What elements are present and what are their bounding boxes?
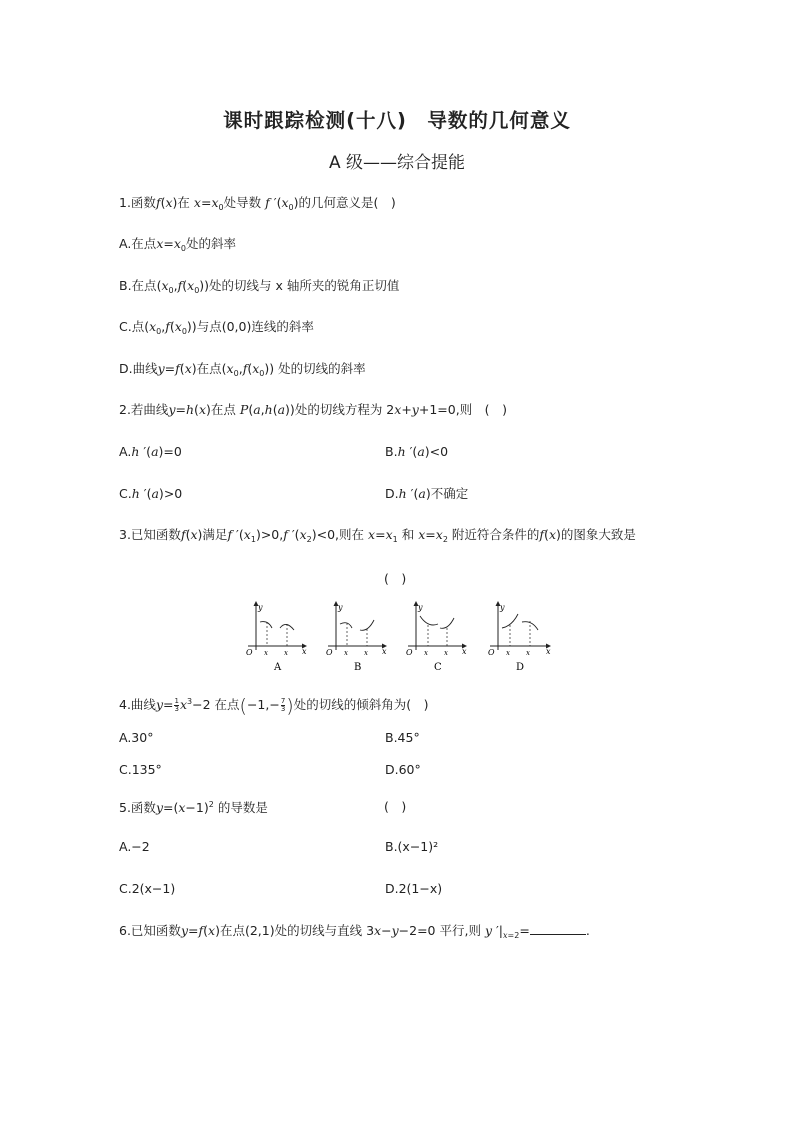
graph-b[interactable] [326, 602, 387, 673]
graph-d-axis-y: y [500, 603, 505, 612]
q4-option-a[interactable]: A.30° [119, 730, 154, 745]
q1-option-d[interactable]: D.曲线y=f(x)在点$(x_0,f(x_0))$ 处的切线的斜率 [119, 361, 366, 378]
q2-option-d[interactable]: D.h ′(a)不确定 [385, 486, 469, 501]
q1-option-a[interactable]: A.在点$x=x_0$处的斜率 [119, 236, 237, 253]
q5-option-b[interactable]: B.(x−1)² [385, 839, 439, 854]
svg-text:x: x [364, 649, 368, 657]
graph-d-axis-x: x [546, 647, 551, 656]
q5-answer-paren: ( ) [384, 799, 407, 814]
q1-option-c[interactable]: C.点$(x_0,f(x_0))$与点(0,0)连线的斜率 [119, 319, 314, 336]
q3-stem: 3.已知函数f(x)满足f $'(x_1)>0,f$ $'(x_2)<0$,则在 $x=x_1$ 和 $x=x_2$ 附近符合条件的f(x)的图象大致是 [119, 527, 636, 544]
graph-b-origin: O [326, 648, 333, 657]
svg-text:x: x [344, 649, 348, 657]
graph-a-axis-y: y [258, 603, 263, 612]
graph-b-label: B [354, 662, 362, 673]
graph-b-axis-x: x [382, 647, 387, 656]
svg-text:x: x [506, 649, 510, 657]
q3-answer-paren: ( ) [384, 571, 407, 586]
svg-text:x: x [526, 649, 530, 657]
svg-text:x: x [264, 649, 268, 657]
q6-answer-blank[interactable] [530, 923, 586, 935]
graph-c-label: C [434, 662, 442, 673]
graph-d-origin: O [488, 648, 495, 657]
q4-option-b[interactable]: B.45° [385, 730, 420, 745]
q6-stem: 6.已知函数y=f(x)在点(2,1)处的切线与直线 3x−y−2=0 平行,则 y $'|_{x=2}=$ . [119, 923, 590, 940]
svg-text:x: x [424, 649, 428, 657]
graph-c[interactable] [406, 602, 467, 673]
q5-option-d[interactable]: D.2(1−x) [385, 881, 443, 896]
q2-stem: 2.若曲线y=h(x)在点 P(a,h(a))处的切线方程为 2x+y+1=0,则 ( ) [119, 402, 507, 417]
graph-a-axis-x: x [302, 647, 307, 656]
q5-option-a[interactable]: A.−2 [119, 839, 150, 854]
graph-c-axis-x: x [462, 647, 467, 656]
q1-option-b[interactable]: B.在点$(x_0,f(x_0))$处的切线与 x 轴所夹的锐角正切值 [119, 278, 400, 295]
q2-option-a[interactable]: A.h ′(a)=0 [119, 444, 182, 459]
graph-c-origin: O [406, 648, 413, 657]
q5-stem: 5.函数$y=(x-1)^2$ 的导数是 [119, 800, 268, 815]
graph-a-label: A [274, 662, 282, 673]
q4-option-c[interactable]: C.135° [119, 762, 162, 777]
q2-option-b[interactable]: B.h ′(a)<0 [385, 444, 449, 459]
graph-d-label: D [516, 662, 525, 673]
q1-stem: 1.函数f(x)在 $x=x_0$处导数 f $'(x_0)$的几何意义是( ) [119, 195, 396, 212]
q4-stem: 4.曲线y= $\frac{1}{3}$ $x^3-2$ 在点(−1,− $\frac{7}{3}$ )处的切线的倾斜角为( ) [119, 695, 429, 717]
q2-option-c[interactable]: C.h ′(a)>0 [119, 486, 183, 501]
graph-c-axis-y: y [418, 603, 423, 612]
graph-a-origin: O [246, 648, 253, 657]
graph-b-axis-y: y [338, 603, 343, 612]
q3-graph-options [232, 598, 562, 678]
page-title: 课时跟踪检测(十八) 导数的几何意义 [223, 109, 571, 132]
section-subtitle: A 级——综合提能 [328, 153, 466, 173]
graph-a[interactable] [246, 602, 307, 673]
q4-option-d[interactable]: D.60° [385, 762, 421, 777]
svg-text:x: x [444, 649, 448, 657]
graph-d[interactable] [488, 602, 551, 673]
svg-text:x: x [284, 649, 288, 657]
q5-option-c[interactable]: C.2(x−1) [119, 881, 176, 896]
